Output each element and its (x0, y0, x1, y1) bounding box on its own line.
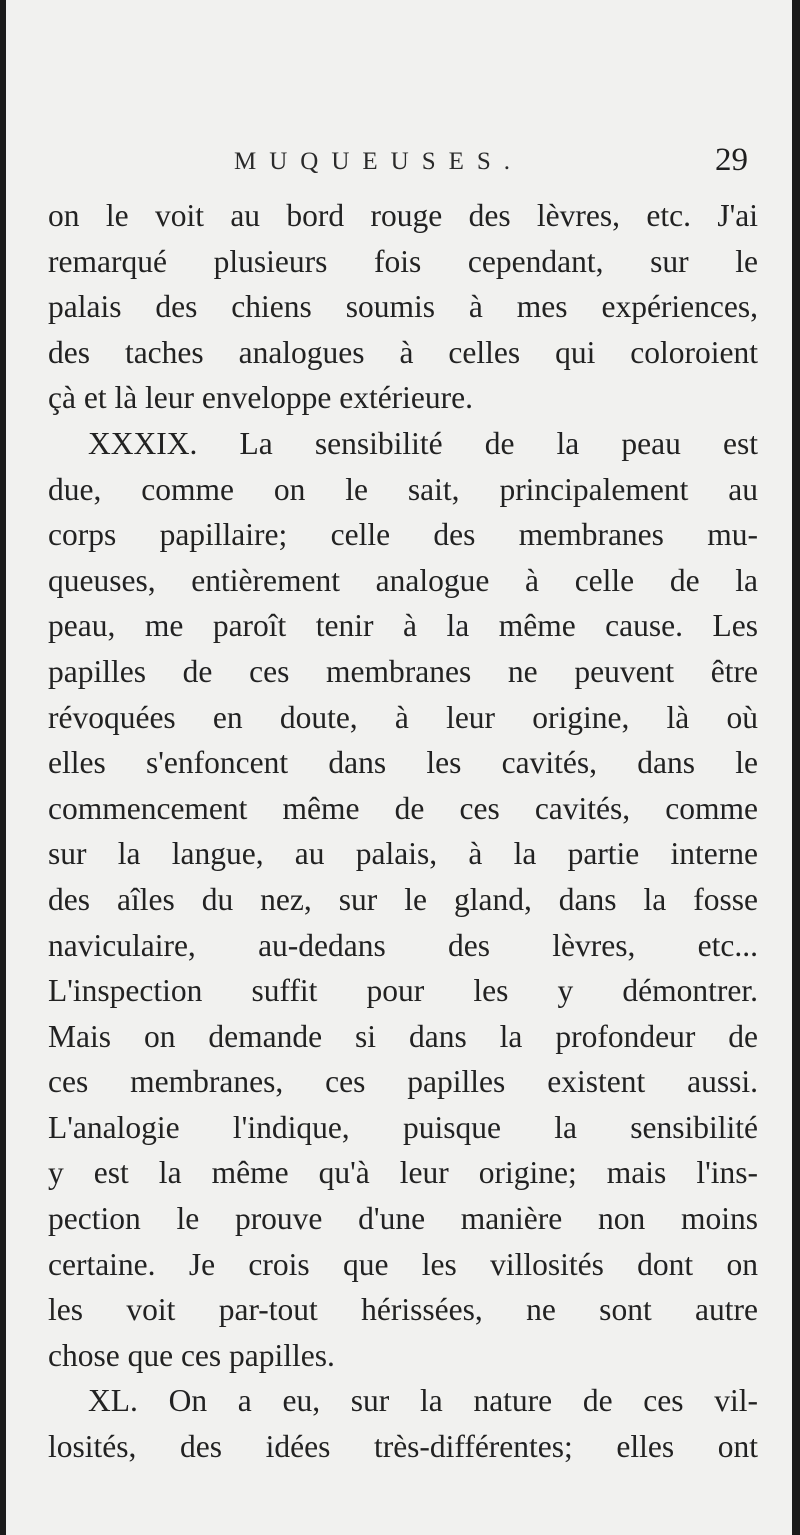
text-line: XXXIX. La sensibilité de la peau est (88, 425, 758, 461)
text-line: L'inspection suffit pour les y démontrer. (48, 973, 758, 1009)
text-line: queuses, entièrement analogue à celle de la (48, 562, 758, 598)
text-line: pection le prouve d'une manière non moins (48, 1201, 758, 1237)
page-number: 29 (715, 142, 748, 178)
text-line: L'analogie l'indique, puisque la sensibilité (48, 1109, 758, 1145)
text-line: peau, me paroît tenir à la même cause. Les (48, 608, 758, 644)
body-text (48, 193, 758, 1470)
text-line: chose que ces papilles. (48, 1337, 335, 1373)
running-head-title: MUQUEUSES. (234, 148, 524, 175)
text-line: des taches analogues à celles qui coloroient (48, 334, 758, 370)
text-line: des aîles du nez, sur le gland, dans la fosse (48, 881, 758, 917)
text-line: papilles de ces membranes ne peuvent être (48, 653, 758, 689)
text-line: révoquées en doute, à leur origine, là où (48, 699, 758, 735)
text-line: ces membranes, ces papilles existent aussi. (48, 1064, 758, 1100)
text-line: due, comme on le sait, principalement au (48, 471, 758, 507)
text-line: certaine. Je crois que les villosités dont on (48, 1246, 758, 1282)
text-line: naviculaire, au-dedans des lèvres, etc... (48, 927, 758, 963)
text-line: palais des chiens soumis à mes expériences, (48, 289, 758, 325)
text-line: çà et là leur enveloppe extérieure. (48, 380, 474, 416)
text-line: sur la langue, au palais, à la partie interne (48, 836, 758, 872)
text-line: Mais on demande si dans la profondeur de (48, 1018, 758, 1054)
text-line: XL. On a eu, sur la nature de ces vil- (88, 1383, 758, 1419)
text-line: commencement même de ces cavités, comme (48, 790, 758, 826)
text-line: y est la même qu'à leur origine; mais l'ins- (48, 1155, 758, 1191)
text-line: losités, des idées très-différentes; elles ont (48, 1429, 758, 1465)
text-line: elles s'enfoncent dans les cavités, dans le (48, 745, 758, 781)
text-line: les voit par-tout hérissées, ne sont autre (48, 1292, 758, 1328)
text-line: corps papillaire; celle des membranes mu- (48, 517, 758, 553)
text-line: on le voit au bord rouge des lèvres, etc. J'ai (48, 198, 758, 233)
text-line: remarqué plusieurs fois cependant, sur le (48, 243, 758, 279)
book-page (6, 0, 792, 1535)
running-head (6, 142, 792, 186)
